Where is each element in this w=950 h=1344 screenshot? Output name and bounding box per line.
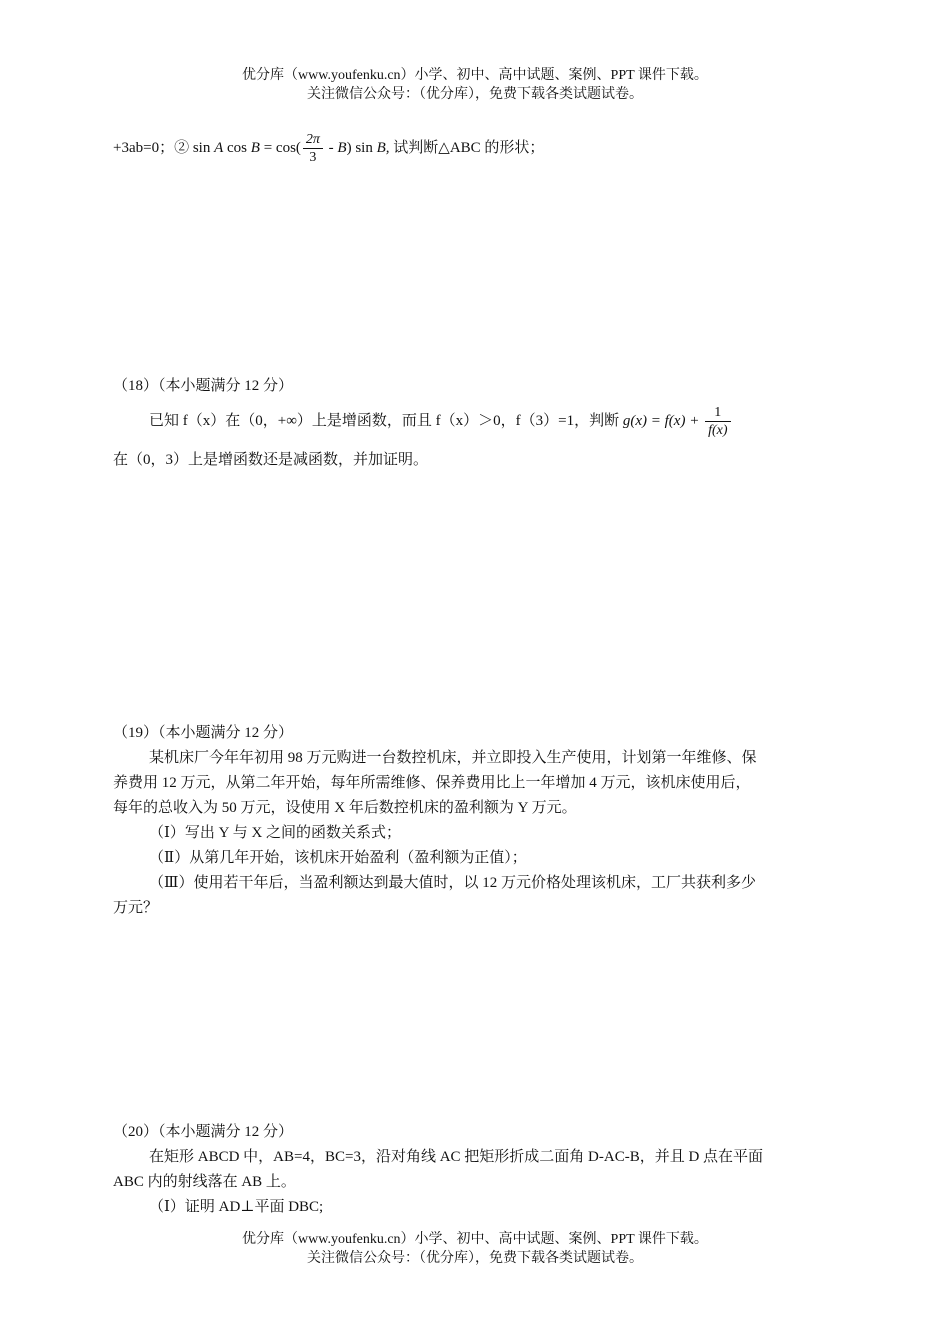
footer-line-2: 关注微信公众号：（优分库），免费下载各类试题试卷。 [307, 1251, 643, 1266]
q20-para-line-2: ABC 内的射线落在 AB 上。 [113, 1174, 296, 1190]
q17-cos-open: cos( [275, 140, 301, 156]
q17-prefix: +3ab=0；② [113, 140, 190, 156]
page-header [0, 66, 950, 104]
q19-item-1: （Ⅰ）写出 Y 与 X 之间的函数关系式； [149, 825, 402, 841]
page-footer [0, 1230, 950, 1268]
header-line-2: 关注微信公众号：（优分库），免费下载各类试题试卷。 [307, 87, 643, 102]
q20-para-line-1: 在矩形 ABCD 中，AB=4，BC=3，沿对角线 AC 把矩形折成二面角 D-AC-B，并且 D 点在平面 [149, 1149, 764, 1165]
q17-fraction [303, 131, 323, 166]
q17-frac-num: 2π [303, 131, 323, 149]
q17-condition-line [113, 128, 838, 168]
q17-eq: = [263, 140, 273, 156]
q17-B: B [250, 140, 260, 156]
q17-A: A [214, 140, 224, 156]
q18-fraction [705, 404, 730, 439]
q19-heading: （19）（本小题满分 12 分） [113, 725, 294, 741]
footer-line-1: 优分库（www.youfenku.cn）小学、初中、高中试题、案例、PPT 课件下载。 [242, 1232, 708, 1247]
q17-frac-den: 3 [309, 150, 317, 166]
q20-heading: （20）（本小题满分 12 分） [113, 1124, 294, 1140]
q17-sin2: sin [355, 140, 373, 156]
q19-para-line-1: 某机床厂今年年初用 98 万元购进一台数控机床，并立即投入生产使用，计划第一年维修、保 [149, 750, 757, 766]
q19-item-3-line-2: 万元？ [113, 900, 159, 916]
q18-text-1: 已知 f（x）在（0，+∞）上是增函数，而且 f（x）＞0，f（3）=1，判断 [149, 413, 620, 429]
q18-formula-lhs: g(x) = f(x) + [622, 413, 700, 429]
q17-minus-B: - B [328, 140, 347, 156]
q17-B2: B, [376, 140, 390, 156]
q17-close: ) [346, 140, 352, 156]
q19-para-line-2: 养费用 12 万元，从第二年开始，每年所需维修、保养费用比上一年增加 4 万元，该机床使用后， [113, 775, 751, 791]
q18-frac-den: f(x) [708, 423, 728, 439]
q19-para-line-3: 每年的总收入为 50 万元，设使用 X 年后数控机床的盈利额为 Y 万元。 [113, 800, 577, 816]
header-line-1: 优分库（www.youfenku.cn）小学、初中、高中试题、案例、PPT 课件下载。 [242, 68, 708, 83]
q18-body-line-1 [113, 400, 838, 442]
q17-suffix: 试判断△ABC 的形状； [393, 140, 545, 156]
q18-frac-num: 1 [705, 404, 730, 422]
q20-item-1: （Ⅰ）证明 AD⊥平面 DBC; [149, 1199, 324, 1215]
q17-sin: sin [192, 140, 211, 156]
q19-item-3-line-1: （Ⅲ）使用若干年后，当盈利额达到最大值时，以 12 万元价格处理该机床，工厂共获利多少 [149, 875, 756, 891]
q19-item-2: （Ⅱ）从第几年开始，该机床开始盈利（盈利额为正值）； [149, 850, 527, 866]
q18-body-line-2: 在（0，3）上是增函数还是减函数，并加证明。 [113, 452, 429, 468]
q18-heading: （18）（本小题满分 12 分） [113, 378, 294, 394]
q17-cos: cos [227, 140, 248, 156]
